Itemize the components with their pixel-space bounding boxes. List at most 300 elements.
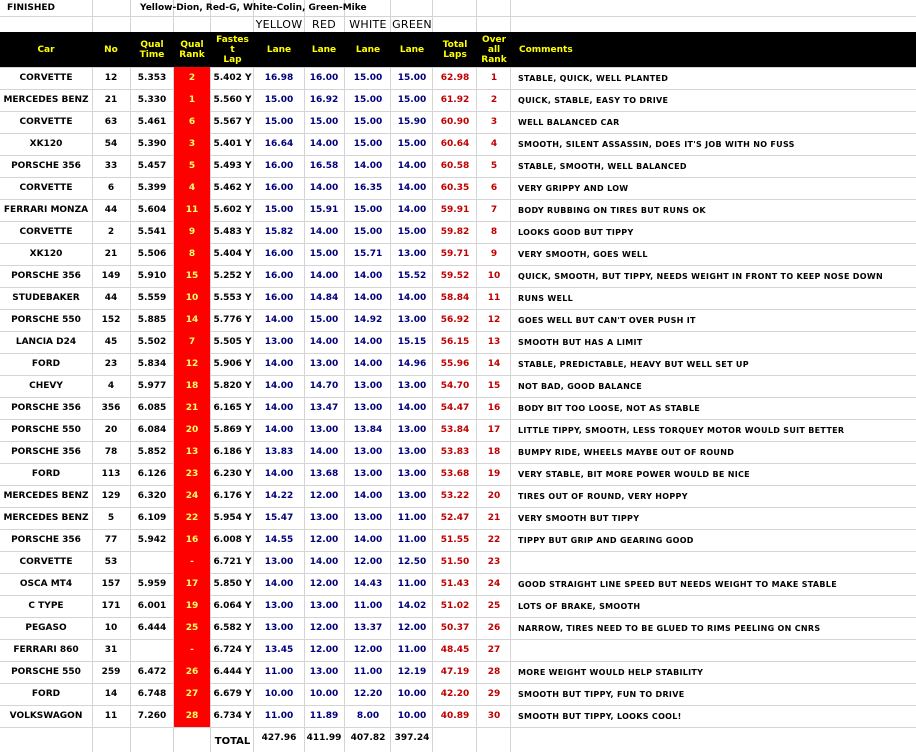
car-cell[interactable]: PORSCHE 550 xyxy=(11,667,81,677)
total-laps-cell[interactable]: 61.92 xyxy=(440,95,470,105)
lane-1-cell[interactable]: 16.00 xyxy=(264,161,294,171)
qual-rank-cell[interactable]: 17 xyxy=(185,579,199,589)
lane-2-cell[interactable]: 14.00 xyxy=(309,447,339,457)
lane-3-cell[interactable]: 16.35 xyxy=(353,183,383,193)
fastest-lap-cell[interactable]: 5.906 Y xyxy=(213,359,252,369)
no-cell[interactable]: 63 xyxy=(104,117,118,127)
comment-cell[interactable]: RUNS WELL xyxy=(518,293,574,303)
lane-2-cell[interactable]: 11.89 xyxy=(309,711,339,721)
lane-2-cell[interactable]: 15.00 xyxy=(309,249,339,259)
lane-1-cell[interactable]: 14.22 xyxy=(264,491,294,501)
comment-cell[interactable]: LOTS OF BRAKE, SMOOTH xyxy=(518,601,641,611)
qual-rank-cell[interactable]: 22 xyxy=(185,513,199,523)
qual-time-cell[interactable]: 5.399 xyxy=(137,183,167,193)
fastest-lap-cell[interactable]: 5.505 Y xyxy=(213,337,252,347)
qual-rank-cell[interactable]: 7 xyxy=(188,337,196,347)
header-lane-4[interactable]: Lane xyxy=(399,44,425,55)
total-label[interactable]: TOTAL xyxy=(214,736,251,747)
lane-4-cell[interactable]: 14.00 xyxy=(397,205,427,215)
total-laps-cell[interactable]: 56.15 xyxy=(440,337,470,347)
overall-rank-cell[interactable]: 6 xyxy=(490,183,498,193)
lane-3-cell[interactable]: 13.00 xyxy=(353,381,383,391)
qual-time-cell[interactable]: 5.457 xyxy=(137,161,167,171)
total-laps-cell[interactable]: 53.22 xyxy=(440,491,470,501)
lane-4-cell[interactable]: 10.00 xyxy=(397,689,427,699)
qual-rank-cell[interactable]: 14 xyxy=(185,315,199,325)
qual-rank-cell[interactable]: - xyxy=(190,645,194,655)
no-cell[interactable]: 10 xyxy=(104,623,118,633)
lane-3-cell[interactable]: 12.00 xyxy=(353,557,383,567)
comment-cell[interactable]: BUMPY RIDE, WHEELS MAYBE OUT OF ROUND xyxy=(518,447,735,457)
no-cell[interactable]: 152 xyxy=(101,315,121,325)
lane-1-cell[interactable]: 14.00 xyxy=(264,469,294,479)
lane-1-cell[interactable]: 14.00 xyxy=(264,381,294,391)
lane-1-cell[interactable]: 15.82 xyxy=(264,227,294,237)
qual-rank-cell[interactable]: 13 xyxy=(185,447,199,457)
lane-3-cell[interactable]: 11.00 xyxy=(353,601,383,611)
total-laps-cell[interactable]: 60.35 xyxy=(440,183,470,193)
qual-time-cell[interactable]: 5.852 xyxy=(137,447,167,457)
car-cell[interactable]: FORD xyxy=(31,689,61,699)
qual-time-cell[interactable]: 7.260 xyxy=(137,711,167,721)
fastest-lap-cell[interactable]: 5.404 Y xyxy=(213,249,252,259)
comment-cell[interactable]: VERY STABLE, BIT MORE POWER WOULD BE NICE xyxy=(518,469,750,479)
lane-1-cell[interactable]: 14.00 xyxy=(264,315,294,325)
overall-rank-cell[interactable]: 10 xyxy=(487,271,501,281)
lane-3-cell[interactable]: 14.92 xyxy=(353,315,383,325)
lane-3-cell[interactable]: 14.43 xyxy=(353,579,383,589)
qual-rank-cell[interactable]: 15 xyxy=(185,271,199,281)
qual-rank-cell[interactable]: 19 xyxy=(185,601,199,611)
status-label[interactable]: FINISHED xyxy=(7,3,56,13)
lane-3-cell[interactable]: 13.00 xyxy=(353,513,383,523)
lane-4-cell[interactable]: 12.00 xyxy=(397,623,427,633)
qual-rank-cell[interactable]: 23 xyxy=(185,469,199,479)
lane-2-cell[interactable]: 13.00 xyxy=(309,667,339,677)
lane-3-cell[interactable]: 15.71 xyxy=(353,249,383,259)
car-cell[interactable]: STUDEBAKER xyxy=(12,293,80,303)
qual-time-cell[interactable]: 6.084 xyxy=(137,425,167,435)
fastest-lap-cell[interactable]: 5.493 Y xyxy=(213,161,252,171)
car-cell[interactable]: CORVETTE xyxy=(19,73,73,83)
lane-1-cell[interactable]: 15.00 xyxy=(264,95,294,105)
header-fastest-lap[interactable]: Fastes t Lap xyxy=(216,34,249,65)
lane-3-cell[interactable]: 13.00 xyxy=(353,403,383,413)
lane-1-cell[interactable]: 16.98 xyxy=(264,73,294,83)
qual-time-cell[interactable]: 5.959 xyxy=(137,579,167,589)
comment-cell[interactable]: BODY RUBBING ON TIRES BUT RUNS OK xyxy=(518,205,706,215)
qual-time-cell[interactable]: 5.942 xyxy=(137,535,167,545)
overall-rank-cell[interactable]: 2 xyxy=(490,95,498,105)
no-cell[interactable]: 31 xyxy=(104,645,118,655)
qual-rank-cell[interactable]: 16 xyxy=(185,535,199,545)
total-laps-cell[interactable]: 62.98 xyxy=(440,73,470,83)
car-cell[interactable]: PORSCHE 550 xyxy=(11,425,81,435)
lane-1-cell[interactable]: 11.00 xyxy=(264,711,294,721)
total-laps-cell[interactable]: 59.82 xyxy=(440,227,470,237)
lane-3-cell[interactable]: 8.00 xyxy=(356,711,380,721)
lane-3-cell[interactable]: 15.00 xyxy=(353,73,383,83)
lane-1-cell[interactable]: 13.00 xyxy=(264,337,294,347)
lane-1-cell[interactable]: 16.00 xyxy=(264,293,294,303)
lane-4-cell[interactable]: 13.00 xyxy=(397,381,427,391)
no-cell[interactable]: 44 xyxy=(104,205,118,215)
lane-2-cell[interactable]: 14.00 xyxy=(309,337,339,347)
lane-4-cell[interactable]: 14.02 xyxy=(397,601,427,611)
overall-rank-cell[interactable]: 5 xyxy=(490,161,498,171)
car-cell[interactable]: XK120 xyxy=(29,139,63,149)
no-cell[interactable]: 5 xyxy=(107,513,115,523)
car-cell[interactable]: PORSCHE 356 xyxy=(11,271,81,281)
header-comments[interactable]: Comments xyxy=(519,44,573,55)
qual-rank-cell[interactable]: - xyxy=(190,557,194,567)
fastest-lap-cell[interactable]: 6.444 Y xyxy=(213,667,252,677)
lane-2-cell[interactable]: 13.00 xyxy=(309,425,339,435)
qual-rank-cell[interactable]: 21 xyxy=(185,403,199,413)
lane-4-cell[interactable]: 13.00 xyxy=(397,425,427,435)
qual-time-cell[interactable]: 6.001 xyxy=(137,601,167,611)
qual-time-cell[interactable]: 6.126 xyxy=(137,469,167,479)
lane-4-cell[interactable]: 13.00 xyxy=(397,315,427,325)
car-cell[interactable]: MERCEDES BENZ xyxy=(3,491,89,501)
no-cell[interactable]: 33 xyxy=(104,161,118,171)
lane-2-cell[interactable]: 14.84 xyxy=(309,293,339,303)
overall-rank-cell[interactable]: 28 xyxy=(487,667,501,677)
lane-2-cell[interactable]: 14.00 xyxy=(309,183,339,193)
lane-4-cell[interactable]: 15.15 xyxy=(397,337,427,347)
no-cell[interactable]: 78 xyxy=(104,447,118,457)
total-laps-cell[interactable]: 52.47 xyxy=(440,513,470,523)
lane-1-cell[interactable]: 14.55 xyxy=(264,535,294,545)
lane-1-cell[interactable]: 10.00 xyxy=(264,689,294,699)
overall-rank-cell[interactable]: 17 xyxy=(487,425,501,435)
total-laps-cell[interactable]: 47.19 xyxy=(440,667,470,677)
total-laps-cell[interactable]: 53.68 xyxy=(440,469,470,479)
lane-4-cell[interactable]: 12.19 xyxy=(397,667,427,677)
fastest-lap-cell[interactable]: 5.553 Y xyxy=(213,293,252,303)
qual-time-cell[interactable]: 6.109 xyxy=(137,513,167,523)
lane-2-cell[interactable]: 12.00 xyxy=(309,579,339,589)
fastest-lap-cell[interactable]: 5.869 Y xyxy=(213,425,252,435)
lane-3-cell[interactable]: 14.00 xyxy=(353,271,383,281)
qual-time-cell[interactable]: 5.977 xyxy=(137,381,167,391)
lane-1-cell[interactable]: 15.00 xyxy=(264,205,294,215)
comment-cell[interactable]: VERY GRIPPY AND LOW xyxy=(518,183,629,193)
fastest-lap-cell[interactable]: 6.679 Y xyxy=(213,689,252,699)
qual-time-cell[interactable]: 5.541 xyxy=(137,227,167,237)
lane-4-cell[interactable]: 13.00 xyxy=(397,447,427,457)
total-laps-cell[interactable]: 59.52 xyxy=(440,271,470,281)
fastest-lap-cell[interactable]: 5.462 Y xyxy=(213,183,252,193)
no-cell[interactable]: 6 xyxy=(107,183,115,193)
overall-rank-cell[interactable]: 14 xyxy=(487,359,501,369)
overall-rank-cell[interactable]: 29 xyxy=(487,689,501,699)
total-laps-cell[interactable]: 51.02 xyxy=(440,601,470,611)
overall-rank-cell[interactable]: 22 xyxy=(487,535,501,545)
lane-4-cell[interactable]: 14.00 xyxy=(397,183,427,193)
no-cell[interactable]: 14 xyxy=(104,689,118,699)
qual-rank-cell[interactable]: 6 xyxy=(188,117,196,127)
no-cell[interactable]: 53 xyxy=(104,557,118,567)
comment-cell[interactable]: MORE WEIGHT WOULD HELP STABILITY xyxy=(518,667,704,677)
fastest-lap-cell[interactable]: 5.776 Y xyxy=(213,315,252,325)
lane-4-cell[interactable]: 13.00 xyxy=(397,249,427,259)
lane-2-cell[interactable]: 13.00 xyxy=(309,513,339,523)
lane-1-cell[interactable]: 14.00 xyxy=(264,579,294,589)
lane-4-cell[interactable]: 15.90 xyxy=(397,117,427,127)
comment-cell[interactable] xyxy=(511,639,911,661)
header-lane-2[interactable]: Lane xyxy=(311,44,337,55)
lane-1-cell[interactable]: 11.00 xyxy=(264,667,294,677)
qual-rank-cell[interactable]: 4 xyxy=(188,183,196,193)
no-cell[interactable]: 171 xyxy=(101,601,121,611)
fastest-lap-cell[interactable]: 6.165 Y xyxy=(213,403,252,413)
qual-time-cell[interactable]: 5.604 xyxy=(137,205,167,215)
no-cell[interactable]: 4 xyxy=(107,381,115,391)
car-cell[interactable]: FORD xyxy=(31,359,61,369)
qual-time-cell[interactable]: 5.330 xyxy=(137,95,167,105)
lane-2-cell[interactable]: 12.00 xyxy=(309,491,339,501)
comment-cell[interactable]: NARROW, TIRES NEED TO BE GLUED TO RIMS PEELING ON CNRS xyxy=(518,623,821,633)
fastest-lap-cell[interactable]: 5.954 Y xyxy=(213,513,252,523)
drivers-note[interactable]: Yellow-Dion, Red-G, White-Colin, Green-Mike xyxy=(140,3,367,13)
header-overall-rank[interactable]: Over all Rank xyxy=(481,34,507,65)
lane-3-cell[interactable]: 15.00 xyxy=(353,205,383,215)
car-cell[interactable]: FERRARI MONZA xyxy=(3,205,89,215)
no-cell[interactable]: 113 xyxy=(101,469,121,479)
fastest-lap-cell[interactable]: 6.186 Y xyxy=(213,447,252,457)
lane-2-cell[interactable]: 14.00 xyxy=(309,227,339,237)
comment-cell[interactable]: NOT BAD, GOOD BALANCE xyxy=(518,381,642,391)
fastest-lap-cell[interactable]: 6.230 Y xyxy=(213,469,252,479)
car-cell[interactable]: CORVETTE xyxy=(19,183,73,193)
fastest-lap-cell[interactable]: 6.724 Y xyxy=(213,645,252,655)
qual-time-cell[interactable] xyxy=(131,551,173,573)
lane-3-cell[interactable]: 13.00 xyxy=(353,469,383,479)
lane-4-cell[interactable]: 15.00 xyxy=(397,227,427,237)
comment-cell[interactable]: TIRES OUT OF ROUND, VERY HOPPY xyxy=(518,491,688,501)
car-cell[interactable]: FORD xyxy=(31,469,61,479)
overall-rank-cell[interactable]: 25 xyxy=(487,601,501,611)
lane-2-cell[interactable]: 10.00 xyxy=(309,689,339,699)
lane-3-cell[interactable]: 14.00 xyxy=(353,535,383,545)
lane-2-cell[interactable]: 15.00 xyxy=(309,117,339,127)
lane-2-cell[interactable]: 12.00 xyxy=(309,535,339,545)
qual-rank-cell[interactable]: 20 xyxy=(185,425,199,435)
fastest-lap-cell[interactable]: 6.721 Y xyxy=(213,557,252,567)
no-cell[interactable]: 2 xyxy=(107,227,115,237)
lane-4-cell[interactable]: 15.00 xyxy=(397,73,427,83)
comment-cell[interactable]: STABLE, SMOOTH, WELL BALANCED xyxy=(518,161,687,171)
qual-time-cell[interactable]: 6.748 xyxy=(137,689,167,699)
qual-time-cell[interactable]: 5.353 xyxy=(137,73,167,83)
car-cell[interactable]: PORSCHE 550 xyxy=(11,315,81,325)
lane-3-cell[interactable]: 14.00 xyxy=(353,337,383,347)
qual-time-cell[interactable]: 5.390 xyxy=(137,139,167,149)
lane-2-cell[interactable]: 16.00 xyxy=(309,73,339,83)
qual-time-cell[interactable] xyxy=(131,639,173,661)
no-cell[interactable]: 20 xyxy=(104,425,118,435)
comment-cell[interactable]: SMOOTH BUT TIPPY, LOOKS COOL! xyxy=(518,711,682,721)
comment-cell[interactable]: WELL BALANCED CAR xyxy=(518,117,620,127)
lane-1-cell[interactable]: 15.00 xyxy=(264,117,294,127)
lane-2-cell[interactable]: 16.92 xyxy=(309,95,339,105)
total-lane-3[interactable]: 407.82 xyxy=(350,733,386,743)
overall-rank-cell[interactable]: 15 xyxy=(487,381,501,391)
fastest-lap-cell[interactable]: 6.008 Y xyxy=(213,535,252,545)
overall-rank-cell[interactable]: 23 xyxy=(487,557,501,567)
comment-cell[interactable]: GOOD STRAIGHT LINE SPEED BUT NEEDS WEIGHT TO MAKE STABLE xyxy=(518,579,837,589)
lane-group-white[interactable]: WHITE xyxy=(349,18,387,31)
no-cell[interactable]: 11 xyxy=(104,711,118,721)
no-cell[interactable]: 259 xyxy=(101,667,121,677)
total-lane-4[interactable]: 397.24 xyxy=(394,733,430,743)
fastest-lap-cell[interactable]: 5.402 Y xyxy=(213,73,252,83)
lane-2-cell[interactable]: 14.70 xyxy=(309,381,339,391)
lane-3-cell[interactable]: 12.20 xyxy=(353,689,383,699)
qual-rank-cell[interactable]: 12 xyxy=(185,359,199,369)
lane-2-cell[interactable]: 12.00 xyxy=(309,623,339,633)
qual-rank-cell[interactable]: 10 xyxy=(185,293,199,303)
car-cell[interactable]: PORSCHE 356 xyxy=(11,161,81,171)
lane-1-cell[interactable]: 16.64 xyxy=(264,139,294,149)
header-total-laps[interactable]: Total Laps xyxy=(442,39,468,60)
total-laps-cell[interactable]: 58.84 xyxy=(440,293,470,303)
comment-cell[interactable]: LOOKS GOOD BUT TIPPY xyxy=(518,227,634,237)
lane-3-cell[interactable]: 14.00 xyxy=(353,359,383,369)
comment-cell[interactable]: SMOOTH BUT HAS A LIMIT xyxy=(518,337,643,347)
lane-2-cell[interactable]: 16.58 xyxy=(309,161,339,171)
qual-time-cell[interactable]: 6.320 xyxy=(137,491,167,501)
qual-rank-cell[interactable]: 28 xyxy=(185,711,199,721)
comment-cell[interactable]: VERY SMOOTH, GOES WELL xyxy=(518,249,648,259)
lane-4-cell[interactable]: 13.00 xyxy=(397,469,427,479)
overall-rank-cell[interactable]: 18 xyxy=(487,447,501,457)
total-laps-cell[interactable]: 55.96 xyxy=(440,359,470,369)
lane-group-yellow[interactable]: YELLOW xyxy=(255,18,303,31)
fastest-lap-cell[interactable]: 5.252 Y xyxy=(213,271,252,281)
lane-2-cell[interactable]: 13.00 xyxy=(309,601,339,611)
lane-3-cell[interactable]: 15.00 xyxy=(353,227,383,237)
lane-2-cell[interactable]: 14.00 xyxy=(309,271,339,281)
car-cell[interactable]: MERCEDES BENZ xyxy=(3,513,89,523)
lane-1-cell[interactable]: 16.00 xyxy=(264,271,294,281)
total-laps-cell[interactable]: 53.84 xyxy=(440,425,470,435)
lane-1-cell[interactable]: 16.00 xyxy=(264,249,294,259)
qual-rank-cell[interactable]: 11 xyxy=(185,205,199,215)
lane-3-cell[interactable]: 13.84 xyxy=(353,425,383,435)
overall-rank-cell[interactable]: 21 xyxy=(487,513,501,523)
lane-3-cell[interactable]: 11.00 xyxy=(353,667,383,677)
comment-cell[interactable]: SMOOTH BUT TIPPY, FUN TO DRIVE xyxy=(518,689,685,699)
total-lane-2[interactable]: 411.99 xyxy=(306,733,342,743)
lane-4-cell[interactable]: 11.00 xyxy=(397,535,427,545)
qual-time-cell[interactable]: 5.885 xyxy=(137,315,167,325)
no-cell[interactable]: 157 xyxy=(101,579,121,589)
lane-group-red[interactable]: RED xyxy=(312,18,336,31)
lane-2-cell[interactable]: 13.00 xyxy=(309,359,339,369)
car-cell[interactable]: FERRARI 860 xyxy=(13,645,79,655)
qual-time-cell[interactable]: 5.910 xyxy=(137,271,167,281)
total-laps-cell[interactable]: 51.50 xyxy=(440,557,470,567)
header-no[interactable]: No xyxy=(104,44,118,55)
car-cell[interactable]: CORVETTE xyxy=(19,557,73,567)
car-cell[interactable]: XK120 xyxy=(29,249,63,259)
total-laps-cell[interactable]: 48.45 xyxy=(440,645,470,655)
no-cell[interactable]: 44 xyxy=(104,293,118,303)
lane-1-cell[interactable]: 15.47 xyxy=(264,513,294,523)
lane-1-cell[interactable]: 13.00 xyxy=(264,623,294,633)
total-laps-cell[interactable]: 51.43 xyxy=(440,579,470,589)
header-lane-3[interactable]: Lane xyxy=(355,44,381,55)
lane-4-cell[interactable]: 15.52 xyxy=(397,271,427,281)
total-laps-cell[interactable]: 59.71 xyxy=(440,249,470,259)
fastest-lap-cell[interactable]: 6.582 Y xyxy=(213,623,252,633)
lane-2-cell[interactable]: 12.00 xyxy=(309,645,339,655)
fastest-lap-cell[interactable]: 5.567 Y xyxy=(213,117,252,127)
overall-rank-cell[interactable]: 20 xyxy=(487,491,501,501)
overall-rank-cell[interactable]: 4 xyxy=(490,139,498,149)
comment-cell[interactable]: QUICK, STABLE, EASY TO DRIVE xyxy=(518,95,669,105)
lane-4-cell[interactable]: 10.00 xyxy=(397,711,427,721)
no-cell[interactable]: 21 xyxy=(104,249,118,259)
lane-3-cell[interactable]: 15.00 xyxy=(353,117,383,127)
lane-4-cell[interactable]: 15.00 xyxy=(397,139,427,149)
lane-4-cell[interactable]: 11.00 xyxy=(397,579,427,589)
car-cell[interactable]: PORSCHE 356 xyxy=(11,403,81,413)
overall-rank-cell[interactable]: 7 xyxy=(490,205,498,215)
overall-rank-cell[interactable]: 24 xyxy=(487,579,501,589)
fastest-lap-cell[interactable]: 5.602 Y xyxy=(213,205,252,215)
total-laps-cell[interactable]: 50.37 xyxy=(440,623,470,633)
no-cell[interactable]: 54 xyxy=(104,139,118,149)
lane-1-cell[interactable]: 14.00 xyxy=(264,425,294,435)
no-cell[interactable]: 12 xyxy=(104,73,118,83)
qual-rank-cell[interactable]: 1 xyxy=(188,95,196,105)
comment-cell[interactable]: BODY BIT TOO LOOSE, NOT AS STABLE xyxy=(518,403,700,413)
fastest-lap-cell[interactable]: 5.820 Y xyxy=(213,381,252,391)
overall-rank-cell[interactable]: 8 xyxy=(490,227,498,237)
overall-rank-cell[interactable]: 3 xyxy=(490,117,498,127)
total-laps-cell[interactable]: 42.20 xyxy=(440,689,470,699)
lane-2-cell[interactable]: 14.00 xyxy=(309,557,339,567)
header-qual-rank[interactable]: Qual Rank xyxy=(179,39,205,60)
total-laps-cell[interactable]: 54.70 xyxy=(440,381,470,391)
header-lane-1[interactable]: Lane xyxy=(266,44,292,55)
lane-1-cell[interactable]: 13.45 xyxy=(264,645,294,655)
comment-cell[interactable]: STABLE, QUICK, WELL PLANTED xyxy=(518,73,669,83)
qual-time-cell[interactable]: 6.444 xyxy=(137,623,167,633)
qual-time-cell[interactable]: 5.559 xyxy=(137,293,167,303)
header-car[interactable]: Car xyxy=(37,44,55,55)
qual-rank-cell[interactable]: 9 xyxy=(188,227,196,237)
car-cell[interactable]: CORVETTE xyxy=(19,117,73,127)
total-lane-1[interactable]: 427.96 xyxy=(261,733,297,743)
car-cell[interactable]: VOLKSWAGON xyxy=(9,711,83,721)
comment-cell[interactable]: VERY SMOOTH BUT TIPPY xyxy=(518,513,640,523)
lane-4-cell[interactable]: 11.00 xyxy=(397,645,427,655)
lane-3-cell[interactable]: 14.00 xyxy=(353,293,383,303)
comment-cell[interactable]: STABLE, PREDICTABLE, HEAVY BUT WELL SET UP xyxy=(518,359,749,369)
total-laps-cell[interactable]: 51.55 xyxy=(440,535,470,545)
overall-rank-cell[interactable]: 27 xyxy=(487,645,501,655)
lane-1-cell[interactable]: 16.00 xyxy=(264,183,294,193)
lane-3-cell[interactable]: 13.37 xyxy=(353,623,383,633)
lane-1-cell[interactable]: 13.00 xyxy=(264,601,294,611)
overall-rank-cell[interactable]: 19 xyxy=(487,469,501,479)
total-laps-cell[interactable]: 60.58 xyxy=(440,161,470,171)
car-cell[interactable]: C TYPE xyxy=(28,601,64,611)
